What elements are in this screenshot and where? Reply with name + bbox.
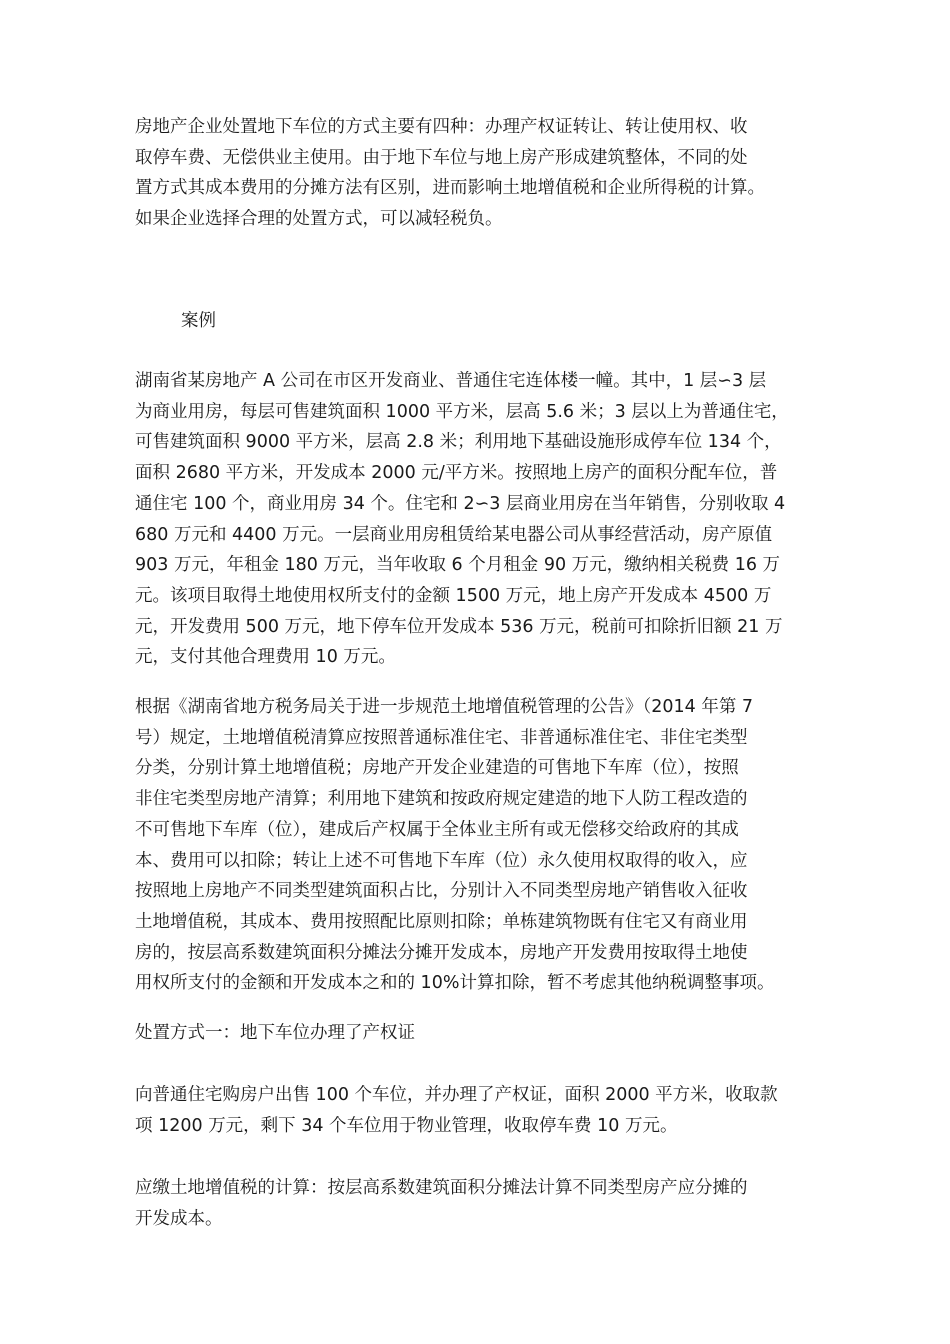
tax-calculation-paragraph: 应缴土地增值税的计算：按层高系数建筑面积分摊法计算不同类型房产应分摊的 开发成本。 [135,1178,748,1229]
method-one-paragraph: 向普通住宅购房户出售 100 个车位，并办理了产权证，面积 2000 平方米，收取款 项 1200 万元，剩下 34 个车位用于物业管理，收取停车费 10 万元。 [135,1085,778,1136]
case-body-paragraph: 湖南省某房地产 A 公司在市区开发商业、普通住宅连体楼一幢。其中，1 层∽3 层 为商业用房，每层可售建筑面积 1000 平方米，层高 5.6 米；3 层以上为普通住宅， 可售建筑面积 9000 平方米，层高 2.8 米；利用地下基础设施形成停车位 134 个， 面积 2680 平方米，开发成本 2000 元/平方米。按照地上房产的面积分配车位，普 通住宅 100 个，商业用房 34 个。住宅和 2∽3 层商业用房在当年销售，分别收取 4 680 万元和 4400 万元。一层商业用房租赁给某电器公司从事经营活动，房产原值 903 万元，年租金 180 万元，当年收取 6 个月租金 90 万元，缴纳相关税费 16 万 元。该项目取得土地使用权所支付的金额 1500 万元，地上房产开发成本 4500 万 元，开发费用 500 万元，地下停车位开发成本 536 万元，税前可扣除折旧额 21 万 元，支付其他合理费用 10 万元。 [135,371,789,668]
method-one-heading: 处置方式一：地下车位办理了产权证 [135,1023,415,1043]
regulation-paragraph: 根据《湖南省地方税务局关于进一步规范土地增值税管理的公告》（2014 年第 7 号）规定，土地增值税清算应按照普通标准住宅、非普通标准住宅、非住宅类型 分类，分别计算土地增值税；房地产开发企业建造的可售地下车库（位），按照 非住宅类型房地产清算；利用地下建筑和按政府规定建造的地下人防工程改造的 不可售地下车库（位），建成后产权属于全体业主所有或无偿移交给政府的其成 本、费用可以扣除；转让上述不可售地下车库（位）永久使用权取得的收入，应 按照地上房地产不同类型建筑面积占比，分别计入不同类型房地产销售收入征收 土地增值税，其成本、费用按照配比原则扣除；单栋建筑物既有住宅又有商业用 房的，按层高系数建筑面积分摊法分摊开发成本，房地产开发费用按取得土地使 用权所支付的金额和开发成本之和的 10%计算扣除，暂不考虑其他纳税调整事项。 [135,697,775,994]
case-heading: 案例 [181,311,216,331]
intro-paragraph: 房地产企业处置地下车位的方式主要有四种：办理产权证转让、转让使用权、收 取停车费、无偿供业主使用。由于地下车位与地上房产形成建筑整体，不同的处 置方式其成本费用的分摊方法有区别，进而影响土地增值税和企业所得税的计算。 如果企业选择合理的处置方式，可以减轻税负。 [135,117,765,230]
